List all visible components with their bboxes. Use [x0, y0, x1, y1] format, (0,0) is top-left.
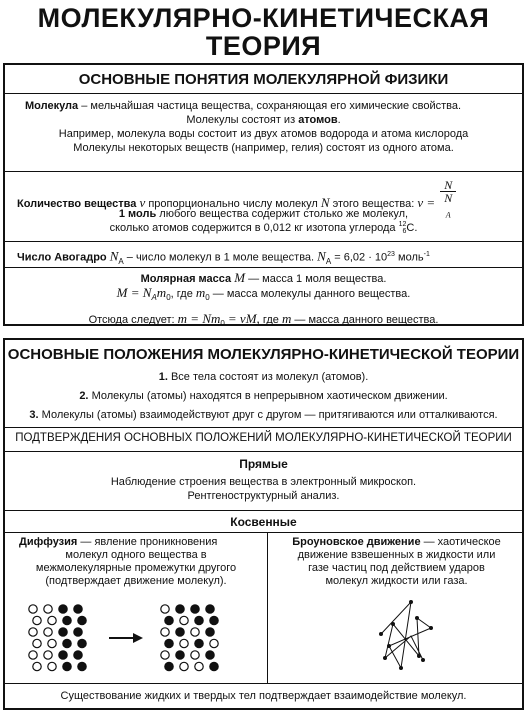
brownian-term: Броуновское движение — [292, 536, 421, 548]
diffusion-def-1: — явление проникновения — [80, 536, 218, 548]
theory-principles — [7, 368, 520, 425]
amount-block — [9, 177, 518, 235]
direct-item-2: Рентгеноструктурный анализ. — [187, 490, 340, 502]
molecule-light — [29, 628, 37, 636]
molecule-dark — [74, 628, 82, 636]
diffusion-diagram — [25, 602, 245, 674]
molar-formula-m0: m — [156, 285, 167, 300]
molecule-light — [48, 616, 56, 624]
follows-pre: Отсюда следует: — [88, 314, 175, 327]
principle-1-num: 1. — [158, 371, 168, 383]
amount-def-b: этого вещества: — [332, 198, 415, 211]
molecule-light — [44, 628, 52, 636]
avogadro-exponent: 23 — [387, 251, 395, 258]
title-line-2: ТЕОРИЯ — [205, 31, 322, 61]
follows-mid: = νM, — [227, 311, 260, 327]
amount-fraction-num: N — [440, 179, 456, 192]
divider — [5, 427, 522, 428]
follows-formula: m = Nm — [177, 311, 221, 327]
amount-def-a: пропорционально числу молекул — [148, 198, 318, 211]
amount-symbol: ν — [139, 195, 146, 211]
divider — [5, 510, 522, 511]
avogadro-symbol-2: N — [317, 248, 326, 264]
molecule-light — [195, 662, 203, 670]
molecule-dark — [63, 616, 71, 624]
title-line-1: МОЛЕКУЛЯРНО-КИНЕТИЧЕСКАЯ — [37, 3, 490, 33]
amount-fraction — [440, 179, 456, 221]
direct-item-1: Наблюдение строения вещества в электронный микроскоп. — [110, 476, 417, 488]
amount-term: Количество вещества — [17, 198, 137, 211]
molar-def: — масса 1 моля вещества. — [248, 273, 387, 285]
molecule-light — [210, 639, 218, 647]
diffusion-after — [161, 605, 218, 671]
molar-term: Молярная масса — [140, 273, 232, 285]
principle-1: Все тела состоят из молекул (атомов). — [170, 371, 369, 383]
molecule-dark — [165, 639, 173, 647]
molar-block — [9, 271, 518, 331]
divider — [5, 451, 522, 452]
divider — [5, 532, 522, 533]
avogadro-symbol: N — [109, 248, 119, 264]
molecule-light — [161, 628, 169, 636]
molecule-light — [191, 651, 199, 659]
molecule-dark — [195, 639, 203, 647]
diffusion-svg — [25, 602, 245, 674]
molar-formula: M = N — [116, 285, 152, 300]
molecule-light — [29, 605, 37, 613]
diffusion-before — [29, 605, 86, 671]
molecule-dark — [176, 628, 184, 636]
theory-box — [3, 338, 524, 710]
carbon-symbol: C. — [406, 222, 418, 234]
follows-where: где — [262, 314, 279, 327]
molar-where-m0: m — [195, 285, 206, 300]
brownian-def-4: молекул жидкости или газа. — [325, 575, 468, 587]
mole-def-2: сколько атомов содержится в 0,012 кг изотопа углерода — [109, 222, 396, 234]
brownian-svg — [371, 596, 441, 676]
diffusion-arrow — [109, 633, 143, 643]
direct-header: Прямые — [239, 457, 288, 471]
diffusion-def-3: межмолекулярные промежутки другого — [35, 562, 237, 574]
molar-where: , где — [170, 288, 193, 300]
molecule-dark — [63, 639, 71, 647]
page-title — [0, 4, 527, 60]
mole-term: 1 моль — [118, 208, 157, 220]
avogadro-term: Число Авогадро — [17, 251, 107, 264]
molecule-block: Молекула – мельчайшая частица вещества, сохраняющая его химические свойства. Молекулы состоят из атомов. Например, молекула воды состоит из двух атомов водорода и атома кислорода Молекулы некоторых веществ (например, гелия) состоят из одного атома. — [9, 99, 518, 155]
molecule-dark — [78, 616, 86, 624]
follows-def: — масса данного вещества. — [294, 314, 439, 327]
divider — [5, 171, 522, 172]
amount-formula-lhs: ν = — [417, 195, 436, 211]
molar-symbol: M — [234, 270, 246, 285]
theory-header: ОСНОВНЫЕ ПОЛОЖЕНИЯ МОЛЕКУЛЯРНО-КИНЕТИЧЕСКОЙ ТЕОРИИ — [7, 346, 520, 363]
molecule-example-1: Например, молекула воды состоит из двух атомов водорода и атома кислорода — [58, 128, 469, 140]
molecule-atoms-pre: Молекулы состоят из — [186, 114, 296, 126]
molecule-dark — [165, 616, 173, 624]
follows-formula-sub: 0 — [220, 319, 225, 329]
molecule-light — [33, 662, 41, 670]
principle-3: Молекулы (атомы) взаимодействуют друг с другом — притягиваются или отталкиваются. — [41, 409, 498, 421]
carbon-atomic-number: 6 — [402, 228, 407, 236]
brownian-def-1: — хаотическое — [423, 536, 501, 548]
divider — [5, 93, 522, 94]
molecule-light — [161, 605, 169, 613]
avogadro-unit-exponent: -1 — [423, 251, 430, 258]
molecule-light — [48, 639, 56, 647]
molecule-dark — [59, 628, 67, 636]
molecule-def: – мельчайшая частица вещества, сохраняющая его химические свойства. — [81, 100, 462, 112]
concepts-box — [3, 63, 524, 329]
principle-3-num: 3. — [29, 409, 39, 421]
avogadro-unit: моль — [398, 251, 424, 264]
molecule-dark — [210, 662, 218, 670]
concepts-header: ОСНОВНЫЕ ПОНЯТИЯ МОЛЕКУЛЯРНОЙ ФИЗИКИ — [78, 71, 449, 88]
molar-where-def: — масса молекулы данного вещества. — [212, 288, 411, 300]
molecule-light — [180, 616, 188, 624]
mole-def-1: любого вещества содержит столько же молекул, — [159, 208, 409, 220]
indirect-header: Косвенные — [230, 515, 297, 529]
carbon-mass-number: 12 — [398, 221, 407, 229]
amount-fraction-den: N — [444, 191, 453, 205]
molecule-light — [180, 662, 188, 670]
diffusion-term: Диффузия — [19, 536, 78, 548]
molecule-light — [33, 616, 41, 624]
molecule-dark — [176, 605, 184, 613]
divider — [5, 267, 522, 268]
vertical-divider — [267, 532, 268, 683]
footer: Существование жидких и твердых тел подтверждает взаимодействие молекул. — [60, 690, 467, 702]
molecule-dark — [74, 605, 82, 613]
confirm-header: ПОДТВЕРЖДЕНИЯ ОСНОВНЫХ ПОЛОЖЕНИЙ МОЛЕКУЛЯРНО-КИНЕТИЧЕСКОЙ ТЕОРИИ — [15, 432, 512, 444]
molecule-dark — [74, 651, 82, 659]
principle-2-num: 2. — [79, 390, 89, 402]
amount-fraction-den-sub: A — [445, 210, 451, 220]
molecule-light — [191, 628, 199, 636]
molecule-light — [180, 639, 188, 647]
molecule-dark — [195, 616, 203, 624]
brownian-block — [271, 536, 522, 588]
amount-n: N — [320, 195, 330, 211]
brownian-def-3: газе частиц под действием ударов — [308, 562, 485, 574]
molecule-term: Молекула — [25, 100, 79, 112]
diffusion-block — [9, 536, 263, 588]
molecule-dark — [59, 651, 67, 659]
avogadro-block — [9, 248, 518, 269]
molecule-light — [33, 639, 41, 647]
principle-2: Молекулы (атомы) находятся в непрерывном хаотическом движении. — [91, 390, 448, 402]
molecule-dark — [165, 662, 173, 670]
molecule-dark — [59, 605, 67, 613]
molecule-light — [161, 651, 169, 659]
avogadro-value: = 6,02 · 10 — [334, 251, 388, 264]
brownian-diagram — [371, 596, 441, 676]
molecule-example-2: Молекулы некоторых веществ (например, гелия) состоят из одного атома. — [73, 142, 454, 154]
molar-formula-m0-sub: 0 — [166, 293, 171, 303]
molecule-light — [44, 651, 52, 659]
molecule-light — [48, 662, 56, 670]
molecule-dark — [206, 628, 214, 636]
divider — [5, 683, 522, 684]
molecule-dark — [206, 605, 214, 613]
divider — [5, 241, 522, 242]
brownian-def-2: движение взвешенных в жидкости или — [297, 549, 496, 561]
avogadro-symbol-2-sub: A — [325, 256, 332, 266]
molecule-dark — [78, 639, 86, 647]
molecule-dark — [210, 616, 218, 624]
molecule-atoms-word: атомов — [298, 114, 338, 126]
molecule-dark — [191, 605, 199, 613]
molecule-dark — [78, 662, 86, 670]
molar-where-m0-sub: 0 — [205, 293, 210, 303]
molecule-dark — [206, 651, 214, 659]
diffusion-def-2: молекул одного вещества в — [65, 549, 207, 561]
follows-m: m — [281, 311, 292, 327]
diffusion-def-4: (подтверждает движение молекул). — [45, 575, 227, 587]
direct-block — [5, 457, 522, 503]
avogadro-symbol-sub: A — [118, 256, 124, 266]
molecule-light — [44, 605, 52, 613]
molar-formula-sub: A — [151, 293, 157, 303]
molecule-dark — [63, 662, 71, 670]
molecule-light — [29, 651, 37, 659]
molecule-dark — [176, 651, 184, 659]
avogadro-def: – число молекул в 1 моле вещества. — [126, 251, 315, 264]
